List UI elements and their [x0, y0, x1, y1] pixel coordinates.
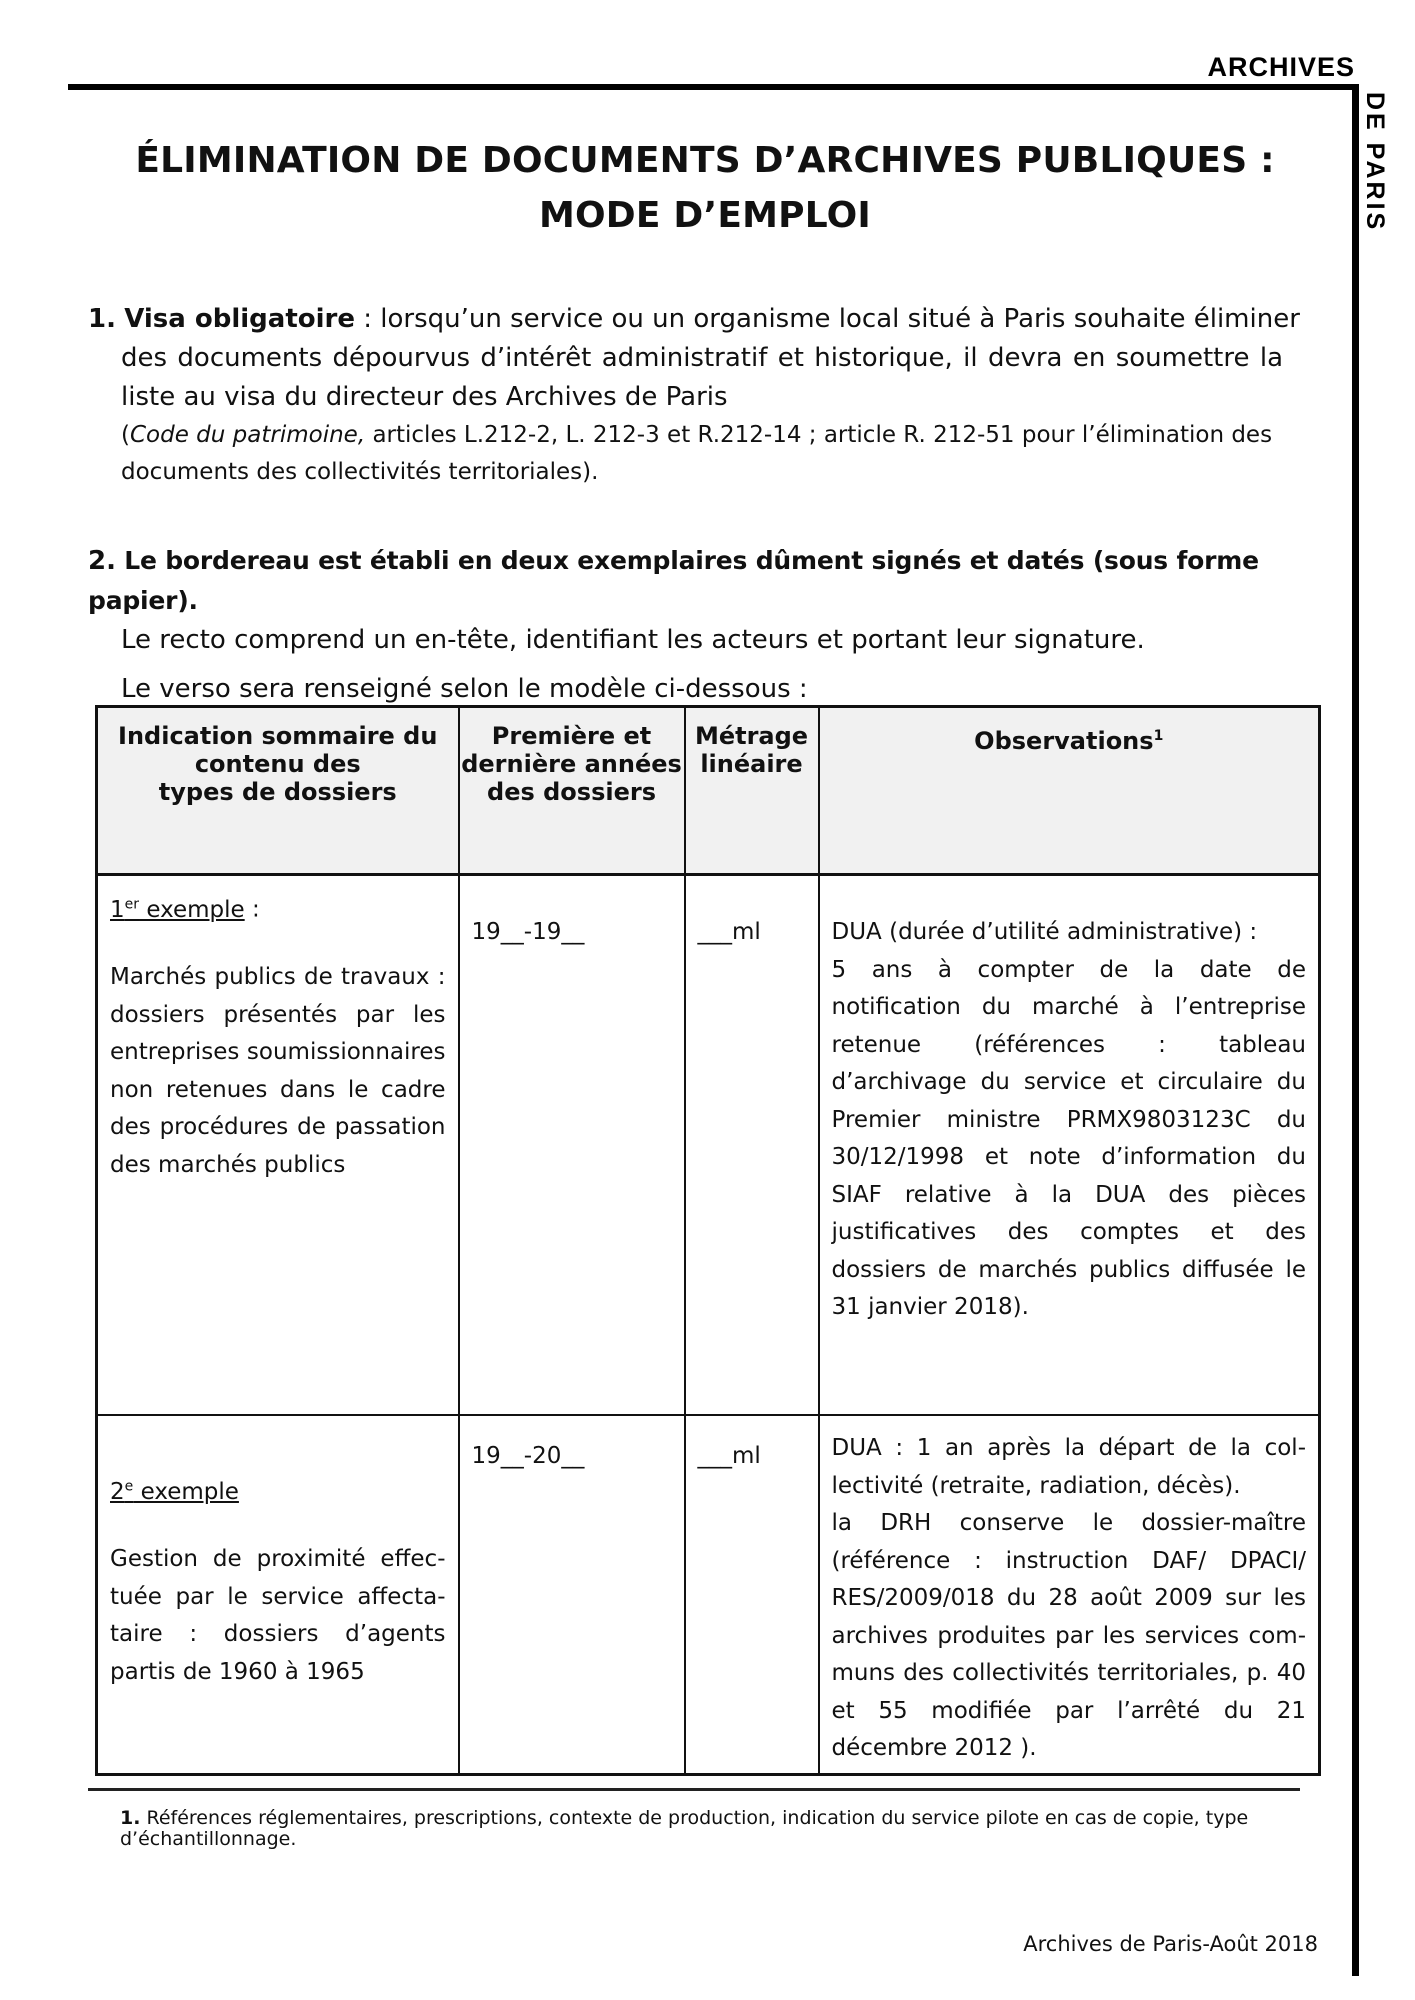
section1-text-line1: : lorsqu’un service ou un organisme local situé à Paris souhaite éliminer — [355, 304, 1300, 334]
ref-articles: articles L.212-2, L. 212-3 et R.212-14 ; article R. 212-51 pour l’élimination des documents des collectivités territoriales). — [121, 422, 1273, 485]
table-row — [97, 875, 1320, 1416]
header-metrage-lineaire — [685, 707, 819, 875]
section-visa-obligatoire — [88, 300, 1328, 491]
header-observations — [819, 707, 1320, 875]
header-line: des dossiers — [487, 778, 656, 806]
header-line: Première et — [491, 722, 652, 750]
cell-metrage: ___ml — [685, 1415, 819, 1775]
header-observations-label: Observations — [974, 727, 1154, 755]
table-header-row — [97, 707, 1320, 875]
example-word: exemple — [133, 1478, 239, 1505]
footnote-separator — [88, 1788, 1300, 1791]
cell-years: 19__-20__ — [459, 1415, 685, 1775]
section1-paragraph — [88, 300, 1328, 417]
example-number: 2 — [110, 1478, 125, 1505]
cell-observations — [819, 1415, 1320, 1775]
ref-code-du-patrimoine: Code du patrimoine, — [129, 422, 366, 448]
footnote-number: 1. — [120, 1807, 141, 1829]
section1-text-rest: des documents dépourvus d’intérêt administratif et historique, il devra en soumettre la liste au visa du directeur des Archives de Paris — [121, 343, 1283, 412]
header-line: Indication sommaire du — [118, 722, 438, 750]
example-description: Marchés publics de travaux : dossiers présentés par les entreprises soumissionnaires non retenues dans le cadre des procédures de passation des marchés publics — [110, 964, 446, 1178]
observation-dua-title: DUA (durée d’utilité administrative) : — [831, 919, 1258, 945]
header-line: dernière années — [461, 750, 682, 778]
cell-years: 19__-19__ — [459, 875, 685, 1416]
page-title-line1: ÉLIMINATION DE DOCUMENTS D’ARCHIVES PUBLIQUES : — [135, 140, 1275, 181]
brand-archives: ARCHIVES — [1207, 52, 1355, 82]
header-premiere-derniere-annees — [459, 707, 685, 875]
observation-dua-title: DUA : 1 an après la départ de la collectivité (retraite, radiation, décès). — [831, 1435, 1306, 1499]
cell-indication — [97, 875, 459, 1416]
page-title-line2: MODE D’EMPLOI — [538, 195, 872, 236]
footnote-text: Références réglementaires, prescriptions, contexte de production, indication du service pilote en cas de copie, type d’échantillonnage. — [120, 1807, 1249, 1850]
header-indication-sommaire — [97, 707, 459, 875]
cell-metrage: ___ml — [685, 875, 819, 1416]
section1-number: 1. — [88, 304, 116, 334]
header-line: contenu des — [194, 750, 361, 778]
section1-legal-reference — [88, 417, 1283, 491]
example-colon: : — [244, 896, 260, 923]
observation-detail: 5 ans à compter de la date de notification du marché à l’entreprise retenue (références : tableau d’archivage du service et circulaire du Premier ministre PRMX9803123C du 30/12/1998 et note d’information du SIAF relative à la DUA des pièces justificatives des comptes et des dossiers de marchés publics diffusée le 31 janvier 2018). — [831, 956, 1306, 1320]
brand-de-paris: DE PARIS — [1361, 92, 1389, 233]
header-line: linéaire — [700, 750, 803, 778]
header-line: Métrage — [694, 722, 809, 750]
observation-detail: la DRH conserve le dossier-maître (référence : instruction DAF/ DPACI/ RES/2009/018 du 28 août 2009 sur les archives produites par les services communs des collectivités territoriales, p. 40 et 55 modifiée par l’arrêté du 21 décembre 2012 ). — [831, 1510, 1306, 1761]
page-footer: Archives de Paris-Août 2018 — [1023, 1932, 1318, 1956]
footnote — [120, 1808, 1320, 1850]
section2-recto-text: Le recto comprend un en-tête, identifiant les acteurs et portant leur signature. — [121, 625, 1145, 655]
table-row — [97, 1415, 1320, 1775]
example-number: 1 — [110, 896, 125, 923]
section2-verso-text: Le verso sera renseigné selon le modèle ci-dessous : — [121, 674, 808, 704]
example-ordinal: er — [124, 896, 140, 912]
example-word: exemple — [139, 896, 245, 923]
example-label — [110, 1468, 446, 1511]
section2-headline — [88, 541, 1328, 621]
bordereau-model-table — [95, 705, 1321, 1776]
header-line: types de dossiers — [158, 778, 397, 806]
example-label — [110, 886, 446, 929]
frame-top-rule — [68, 84, 1359, 90]
cell-observations — [819, 875, 1320, 1416]
ref-paren: ( — [121, 422, 130, 448]
brand-de-paris-vertical — [1363, 92, 1387, 232]
section2-headline-text: Le bordereau est établi en deux exemplaires dûment signés et datés (sous forme papier). — [88, 546, 1259, 615]
cell-indication — [97, 1415, 459, 1775]
section1-label: Visa obligatoire — [124, 304, 355, 334]
example-description: Gestion de proximité effectuée par le service affectataire : dossiers d’agents partis de 1960 à 1965 — [110, 1546, 446, 1685]
example-ordinal: e — [124, 1478, 134, 1494]
section2-number: 2. — [88, 546, 116, 576]
section-bordereau — [88, 541, 1328, 709]
footnote-ref: 1 — [1153, 728, 1164, 744]
frame-right-rule — [1352, 84, 1359, 1976]
